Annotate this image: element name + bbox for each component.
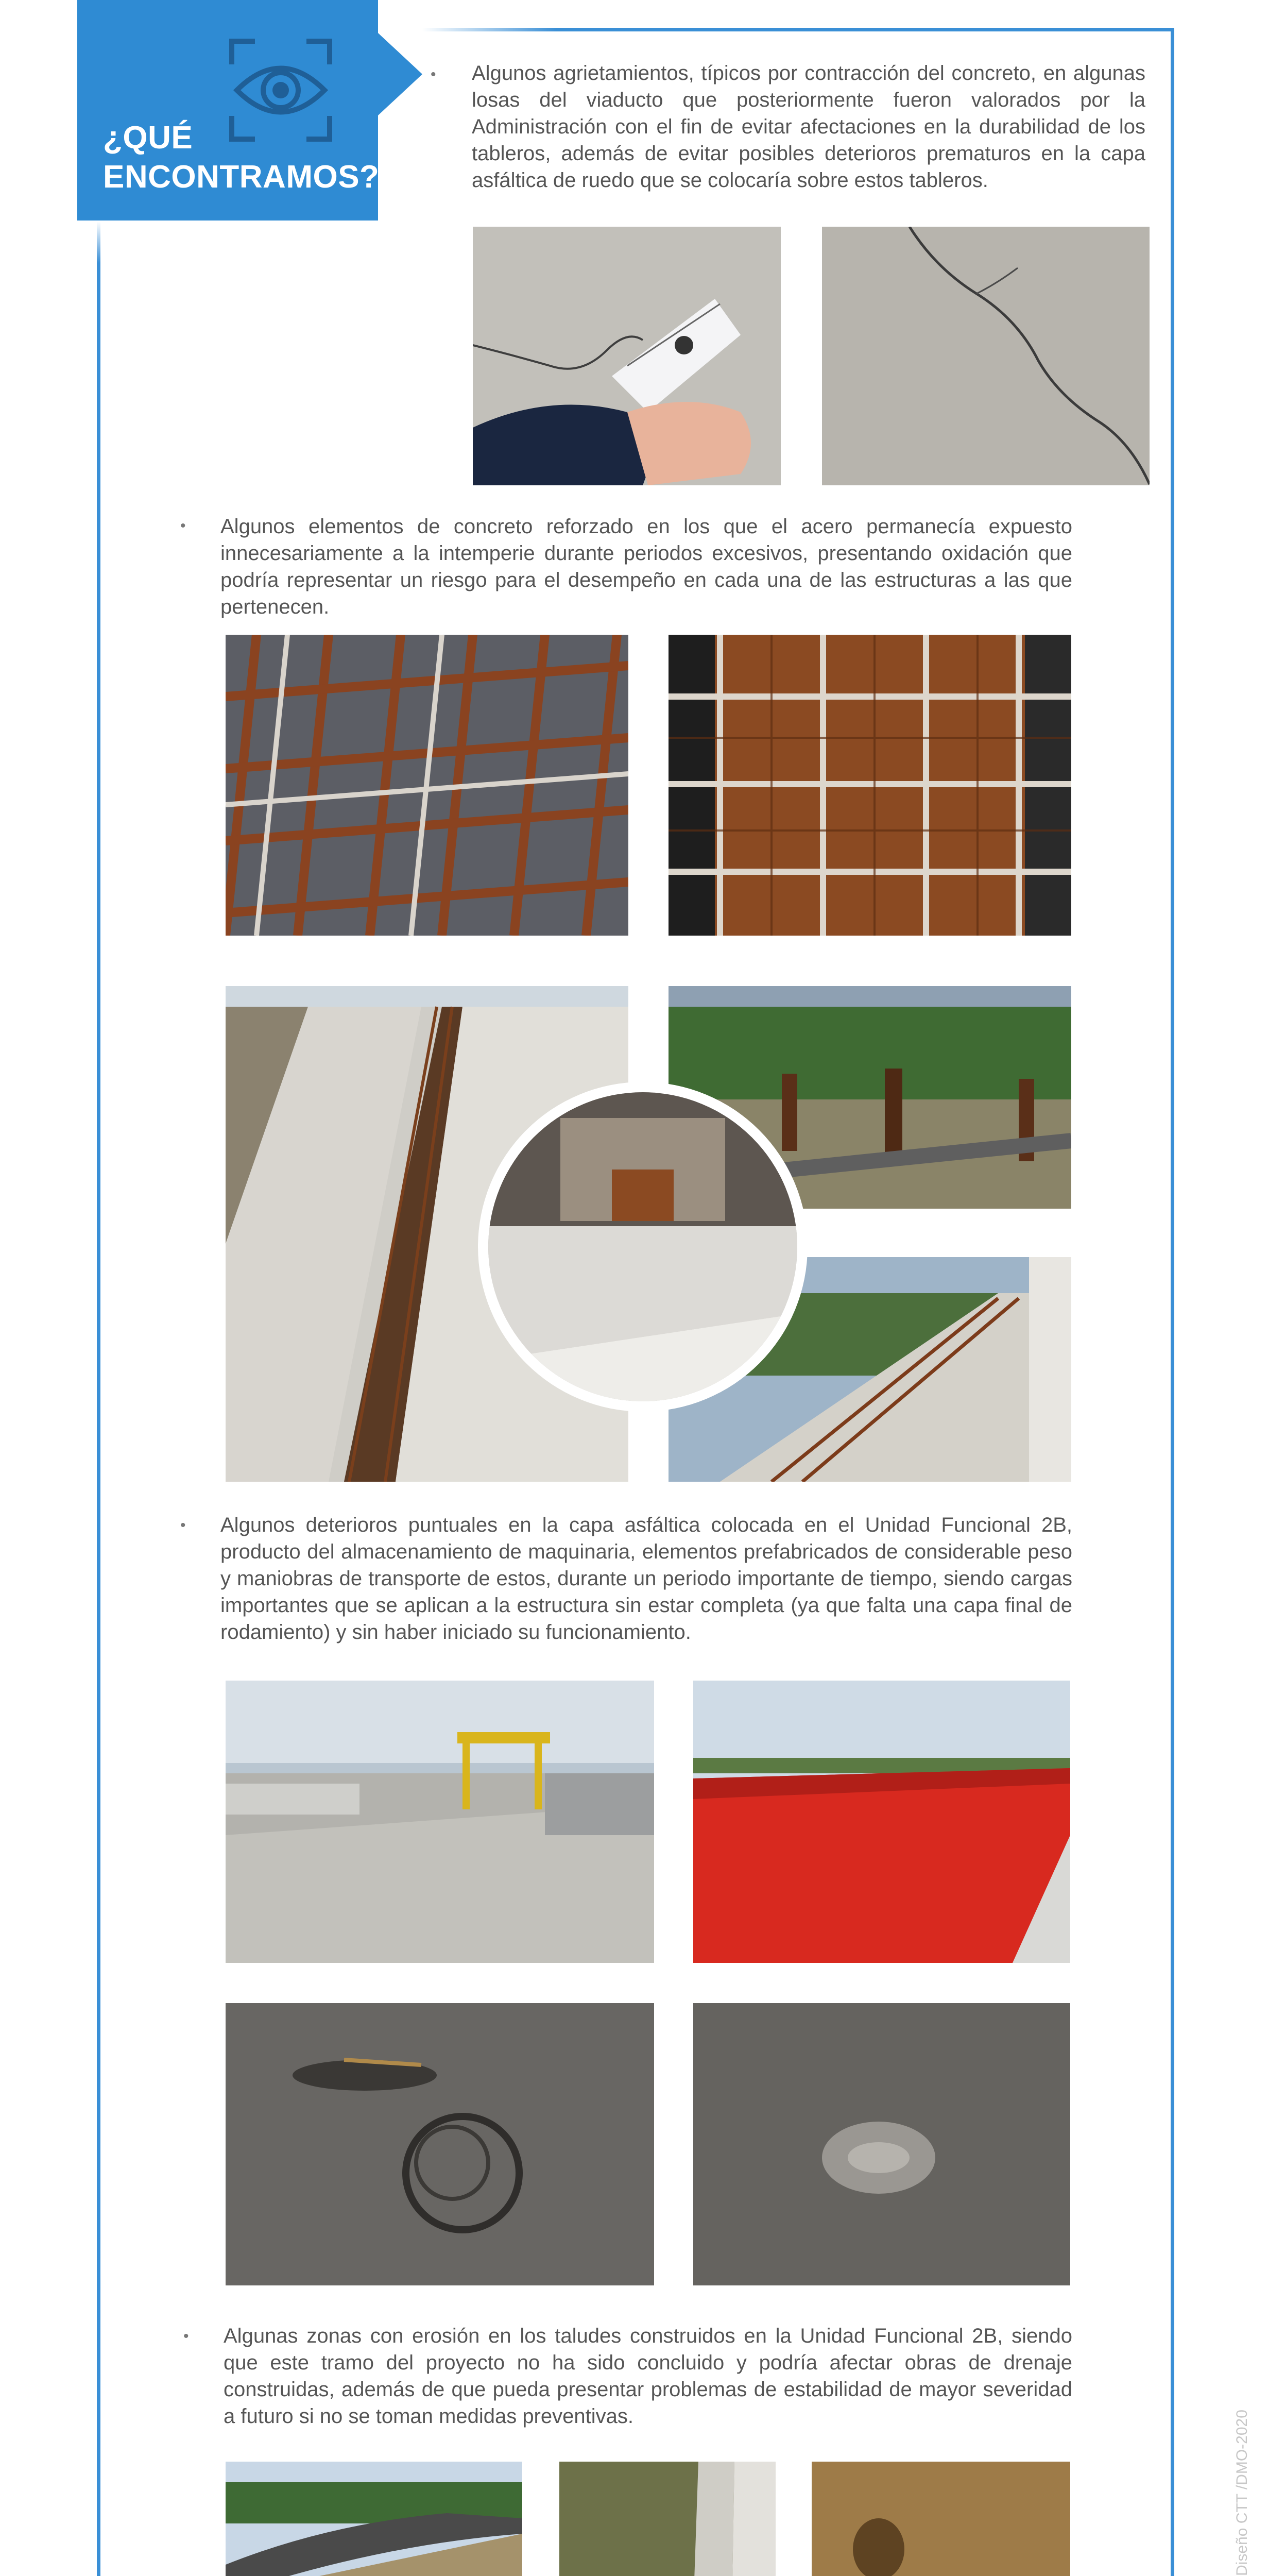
page-title — [103, 118, 380, 197]
design-credit-text: Diseño CTT /DMO-2020 — [1233, 2410, 1250, 2576]
photo-crack-measurement — [473, 227, 781, 485]
bullet-icon: • — [180, 517, 186, 534]
page-title-line2: ENCONTRAMOS? — [103, 159, 380, 195]
finding-4-text: Algunas zonas con erosión en los taludes construidos en la Unidad Funcional 2B, siendo que este tramo del proyecto no ha sido concluido y podría afectar obras de drenaje construidas, además de que pueda presentar problemas de estabilidad de mayor severidad a futuro si no se toman medidas preventivas. — [224, 2325, 1072, 2428]
photo-red-precast-beams — [693, 1681, 1070, 1963]
bullet-icon: • — [180, 1517, 186, 1534]
photo-eroded-embankment — [812, 2462, 1070, 2576]
photo-asphalt-damage — [226, 2003, 654, 2285]
photo-deck-crane-storage — [226, 1681, 654, 1963]
finding-1-text: Algunos agrietamientos, típicos por contracción del concreto, en algunas losas del viaducto que posteriormente fueron valorados por la Administración con el fin de evitar afectaciones en la durabilidad de los tableros, además de evitar posibles deterioros prematuros en la capa asfáltica de ruedo que se colocaría sobre estos tableros. — [472, 62, 1145, 192]
photo-drainage-channel — [559, 2462, 776, 2576]
photo-slope-erosion-road — [226, 2462, 522, 2576]
frame-top-fade — [422, 28, 556, 31]
photo-circle-wall-detail — [488, 1092, 797, 1401]
frame-left-edge — [97, 252, 100, 2576]
header-badge-arrow — [378, 33, 422, 115]
design-credit — [1233, 2370, 1264, 2576]
photo-rebar-grid-rust — [669, 635, 1071, 936]
finding-3-text: Algunos deterioros puntuales en la capa asfáltica colocada en el Unidad Funcional 2B, producto del almacenamiento de maquinaria, elementos prefabricados de considerable peso y maniobras de transporte de estos, durante un periodo importante de tiempo, siendo cargas importantes que se aplican a la estructura sin estar completa (ya que falta una capa final de rodamiento) y sin haber iniciado su funcionamiento. — [220, 1514, 1072, 1643]
photo-asphalt-pothole — [693, 2003, 1070, 2285]
photo-concrete-crack — [822, 227, 1150, 485]
finding-2-text: Algunos elementos de concreto reforzado en los que el acero permanecía expuesto innecesariamente a la intemperie durante periodos excesivos, presentando oxidación que podría representar un riesgo para el desempeño en cada una de las estructuras a las que pertenecen. — [220, 515, 1072, 618]
frame-left-fade — [97, 222, 100, 263]
bullet-icon: • — [183, 2328, 189, 2345]
photo-rebar-grid-water — [226, 635, 628, 936]
page-title-line1: ¿QUÉ — [103, 120, 193, 156]
bullet-icon: • — [431, 66, 436, 83]
